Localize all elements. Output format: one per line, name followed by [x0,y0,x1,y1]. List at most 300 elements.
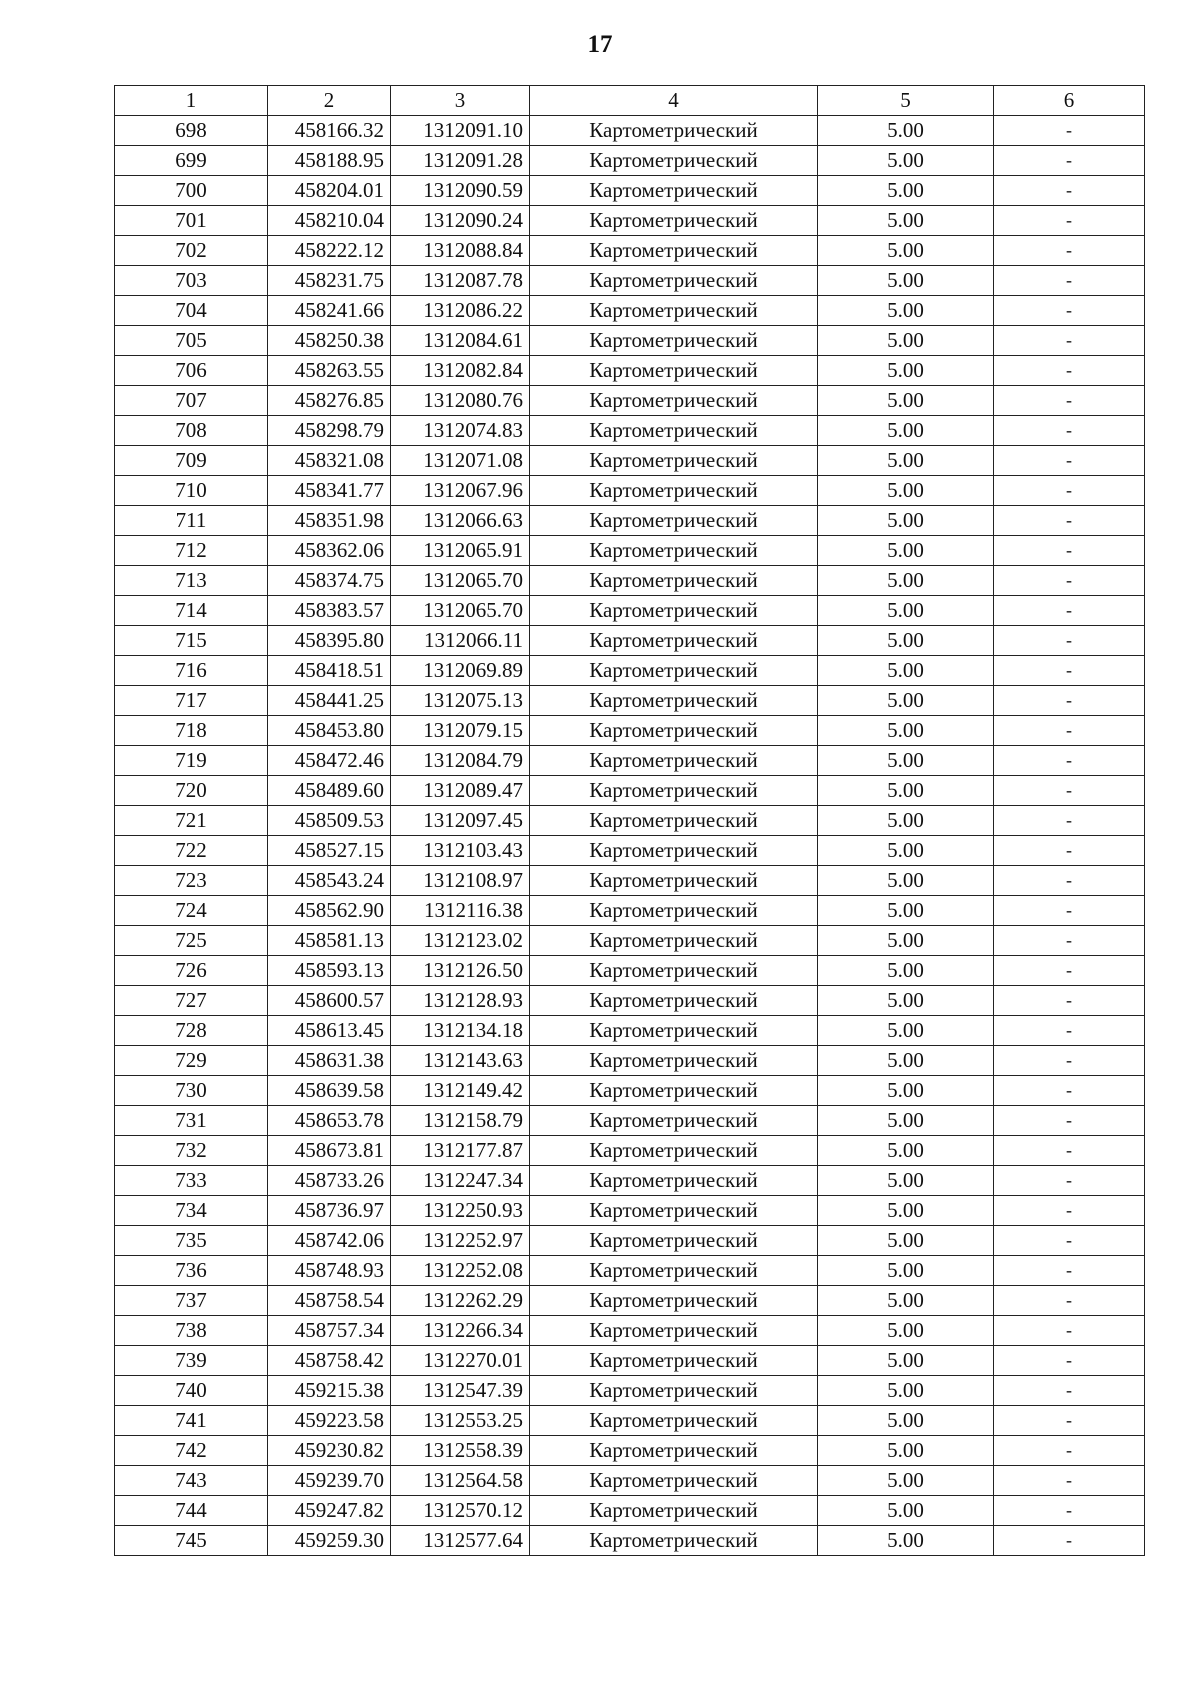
method-cell: Картометрический [530,896,818,926]
table-row [115,806,1145,836]
accuracy-cell: 5.00 [818,866,994,896]
x-coordinate-cell: 458639.58 [268,1076,391,1106]
point-number-cell: 719 [115,746,268,776]
accuracy-cell: 5.00 [818,296,994,326]
description-cell: - [994,386,1145,416]
x-coordinate-cell: 458453.80 [268,716,391,746]
table-row [115,626,1145,656]
page-number: 17 [587,31,613,58]
point-number-cell: 733 [115,1166,268,1196]
y-coordinate-cell: 1312066.63 [391,506,530,536]
table-row [115,1286,1145,1316]
method-cell: Картометрический [530,1376,818,1406]
table-row [115,1226,1145,1256]
accuracy-cell: 5.00 [818,776,994,806]
y-coordinate-cell: 1312084.61 [391,326,530,356]
y-coordinate-cell: 1312080.76 [391,386,530,416]
table-row [115,1106,1145,1136]
y-coordinate-cell: 1312577.64 [391,1526,530,1556]
accuracy-cell: 5.00 [818,1526,994,1556]
point-number-cell: 730 [115,1076,268,1106]
x-coordinate-cell: 459259.30 [268,1526,391,1556]
description-cell: - [994,506,1145,536]
point-number-cell: 741 [115,1406,268,1436]
x-coordinate-cell: 458188.95 [268,146,391,176]
accuracy-cell: 5.00 [818,1256,994,1286]
x-coordinate-cell: 458600.57 [268,986,391,1016]
x-coordinate-cell: 459230.82 [268,1436,391,1466]
point-number-cell: 725 [115,926,268,956]
description-cell: - [994,806,1145,836]
accuracy-cell: 5.00 [818,506,994,536]
y-coordinate-cell: 1312547.39 [391,1376,530,1406]
table-row [115,776,1145,806]
point-number-cell: 728 [115,1016,268,1046]
point-number-cell: 726 [115,956,268,986]
table-row [115,836,1145,866]
x-coordinate-cell: 458736.97 [268,1196,391,1226]
y-coordinate-cell: 1312262.29 [391,1286,530,1316]
point-number-cell: 720 [115,776,268,806]
accuracy-cell: 5.00 [818,746,994,776]
point-number-cell: 737 [115,1286,268,1316]
table-row [115,476,1145,506]
description-cell: - [994,686,1145,716]
table-row [115,1406,1145,1436]
description-cell: - [994,1016,1145,1046]
y-coordinate-cell: 1312247.34 [391,1166,530,1196]
description-cell: - [994,1106,1145,1136]
table-row [115,1346,1145,1376]
column-header: 4 [530,86,818,116]
accuracy-cell: 5.00 [818,1226,994,1256]
x-coordinate-cell: 458231.75 [268,266,391,296]
x-coordinate-cell: 458250.38 [268,326,391,356]
point-number-cell: 698 [115,116,268,146]
y-coordinate-cell: 1312134.18 [391,1016,530,1046]
y-coordinate-cell: 1312091.10 [391,116,530,146]
table-row [115,1496,1145,1526]
y-coordinate-cell: 1312116.38 [391,896,530,926]
method-cell: Картометрический [530,1346,818,1376]
method-cell: Картометрический [530,536,818,566]
y-coordinate-cell: 1312071.08 [391,446,530,476]
method-cell: Картометрический [530,566,818,596]
description-cell: - [994,266,1145,296]
accuracy-cell: 5.00 [818,116,994,146]
accuracy-cell: 5.00 [818,1436,994,1466]
method-cell: Картометрический [530,506,818,536]
y-coordinate-cell: 1312570.12 [391,1496,530,1526]
x-coordinate-cell: 458298.79 [268,416,391,446]
method-cell: Картометрический [530,356,818,386]
table-row [115,1076,1145,1106]
table-row [115,686,1145,716]
point-number-cell: 713 [115,566,268,596]
description-cell: - [994,656,1145,686]
y-coordinate-cell: 1312252.97 [391,1226,530,1256]
x-coordinate-cell: 459239.70 [268,1466,391,1496]
point-number-cell: 731 [115,1106,268,1136]
table-row [115,1466,1145,1496]
accuracy-cell: 5.00 [818,626,994,656]
accuracy-cell: 5.00 [818,386,994,416]
accuracy-cell: 5.00 [818,1286,994,1316]
description-cell: - [994,566,1145,596]
description-cell: - [994,896,1145,926]
x-coordinate-cell: 458631.38 [268,1046,391,1076]
table-row [115,1376,1145,1406]
table-header-row [115,86,1145,116]
x-coordinate-cell: 458222.12 [268,236,391,266]
description-cell: - [994,626,1145,656]
description-cell: - [994,446,1145,476]
description-cell: - [994,1316,1145,1346]
y-coordinate-cell: 1312069.89 [391,656,530,686]
method-cell: Картометрический [530,236,818,266]
point-number-cell: 732 [115,1136,268,1166]
method-cell: Картометрический [530,1046,818,1076]
point-number-cell: 739 [115,1346,268,1376]
coordinates-table [114,85,1145,1556]
table-row [115,266,1145,296]
table-row [115,386,1145,416]
table-row [115,116,1145,146]
y-coordinate-cell: 1312065.91 [391,536,530,566]
y-coordinate-cell: 1312087.78 [391,266,530,296]
y-coordinate-cell: 1312558.39 [391,1436,530,1466]
y-coordinate-cell: 1312123.02 [391,926,530,956]
table-row [115,596,1145,626]
table-row [115,716,1145,746]
x-coordinate-cell: 458613.45 [268,1016,391,1046]
x-coordinate-cell: 458472.46 [268,746,391,776]
method-cell: Картометрический [530,626,818,656]
table-row [115,746,1145,776]
accuracy-cell: 5.00 [818,326,994,356]
table-row [115,896,1145,926]
x-coordinate-cell: 458263.55 [268,356,391,386]
method-cell: Картометрический [530,1466,818,1496]
table-row [115,1016,1145,1046]
description-cell: - [994,1076,1145,1106]
method-cell: Картометрический [530,1166,818,1196]
method-cell: Картометрический [530,776,818,806]
x-coordinate-cell: 458374.75 [268,566,391,596]
point-number-cell: 743 [115,1466,268,1496]
table-row [115,926,1145,956]
method-cell: Картометрический [530,1286,818,1316]
table-row [115,296,1145,326]
accuracy-cell: 5.00 [818,1196,994,1226]
table-row [115,1196,1145,1226]
method-cell: Картометрический [530,206,818,236]
description-cell: - [994,176,1145,206]
point-number-cell: 702 [115,236,268,266]
x-coordinate-cell: 459215.38 [268,1376,391,1406]
description-cell: - [994,1376,1145,1406]
y-coordinate-cell: 1312067.96 [391,476,530,506]
method-cell: Картометрический [530,416,818,446]
table-body [115,116,1145,1556]
accuracy-cell: 5.00 [818,956,994,986]
column-header: 5 [818,86,994,116]
y-coordinate-cell: 1312149.42 [391,1076,530,1106]
table-row [115,416,1145,446]
table-row [115,506,1145,536]
method-cell: Картометрический [530,1316,818,1346]
description-cell: - [994,536,1145,566]
description-cell: - [994,206,1145,236]
x-coordinate-cell: 458321.08 [268,446,391,476]
method-cell: Картометрический [530,146,818,176]
y-coordinate-cell: 1312086.22 [391,296,530,326]
y-coordinate-cell: 1312065.70 [391,596,530,626]
y-coordinate-cell: 1312128.93 [391,986,530,1016]
accuracy-cell: 5.00 [818,266,994,296]
accuracy-cell: 5.00 [818,1076,994,1106]
table-row [115,146,1145,176]
accuracy-cell: 5.00 [818,416,994,446]
point-number-cell: 703 [115,266,268,296]
point-number-cell: 699 [115,146,268,176]
y-coordinate-cell: 1312097.45 [391,806,530,836]
y-coordinate-cell: 1312066.11 [391,626,530,656]
table-row [115,236,1145,266]
point-number-cell: 705 [115,326,268,356]
point-number-cell: 718 [115,716,268,746]
point-number-cell: 714 [115,596,268,626]
method-cell: Картометрический [530,986,818,1016]
accuracy-cell: 5.00 [818,1106,994,1136]
method-cell: Картометрический [530,656,818,686]
point-number-cell: 736 [115,1256,268,1286]
x-coordinate-cell: 458489.60 [268,776,391,806]
accuracy-cell: 5.00 [818,1136,994,1166]
x-coordinate-cell: 458593.13 [268,956,391,986]
accuracy-cell: 5.00 [818,686,994,716]
column-header: 1 [115,86,268,116]
method-cell: Картометрический [530,866,818,896]
x-coordinate-cell: 458276.85 [268,386,391,416]
column-header: 6 [994,86,1145,116]
point-number-cell: 727 [115,986,268,1016]
point-number-cell: 707 [115,386,268,416]
accuracy-cell: 5.00 [818,236,994,266]
y-coordinate-cell: 1312266.34 [391,1316,530,1346]
method-cell: Картометрический [530,1136,818,1166]
description-cell: - [994,1136,1145,1166]
point-number-cell: 716 [115,656,268,686]
description-cell: - [994,716,1145,746]
point-number-cell: 724 [115,896,268,926]
table-row [115,866,1145,896]
point-number-cell: 742 [115,1436,268,1466]
x-coordinate-cell: 458758.42 [268,1346,391,1376]
x-coordinate-cell: 459223.58 [268,1406,391,1436]
accuracy-cell: 5.00 [818,146,994,176]
description-cell: - [994,326,1145,356]
y-coordinate-cell: 1312158.79 [391,1106,530,1136]
x-coordinate-cell: 458351.98 [268,506,391,536]
table-row [115,326,1145,356]
description-cell: - [994,776,1145,806]
description-cell: - [994,1286,1145,1316]
description-cell: - [994,416,1145,446]
x-coordinate-cell: 458733.26 [268,1166,391,1196]
accuracy-cell: 5.00 [818,656,994,686]
method-cell: Картометрический [530,1256,818,1286]
description-cell: - [994,236,1145,266]
method-cell: Картометрический [530,746,818,776]
x-coordinate-cell: 458341.77 [268,476,391,506]
method-cell: Картометрический [530,296,818,326]
description-cell: - [994,146,1145,176]
method-cell: Картометрический [530,1526,818,1556]
method-cell: Картометрический [530,1016,818,1046]
x-coordinate-cell: 458210.04 [268,206,391,236]
description-cell: - [994,1196,1145,1226]
description-cell: - [994,1256,1145,1286]
description-cell: - [994,1346,1145,1376]
description-cell: - [994,986,1145,1016]
accuracy-cell: 5.00 [818,1496,994,1526]
description-cell: - [994,1166,1145,1196]
column-header: 3 [391,86,530,116]
method-cell: Картометрический [530,446,818,476]
accuracy-cell: 5.00 [818,596,994,626]
y-coordinate-cell: 1312084.79 [391,746,530,776]
x-coordinate-cell: 458204.01 [268,176,391,206]
description-cell: - [994,116,1145,146]
x-coordinate-cell: 458757.34 [268,1316,391,1346]
method-cell: Картометрический [530,806,818,836]
accuracy-cell: 5.00 [818,476,994,506]
point-number-cell: 723 [115,866,268,896]
description-cell: - [994,1406,1145,1436]
y-coordinate-cell: 1312143.63 [391,1046,530,1076]
description-cell: - [994,866,1145,896]
x-coordinate-cell: 458441.25 [268,686,391,716]
y-coordinate-cell: 1312564.58 [391,1466,530,1496]
method-cell: Картометрический [530,1196,818,1226]
method-cell: Картометрический [530,386,818,416]
accuracy-cell: 5.00 [818,1046,994,1076]
method-cell: Картометрический [530,956,818,986]
y-coordinate-cell: 1312091.28 [391,146,530,176]
description-cell: - [994,1436,1145,1466]
description-cell: - [994,1496,1145,1526]
method-cell: Картометрический [530,326,818,356]
point-number-cell: 740 [115,1376,268,1406]
x-coordinate-cell: 458758.54 [268,1286,391,1316]
table-row [115,1526,1145,1556]
y-coordinate-cell: 1312075.13 [391,686,530,716]
point-number-cell: 711 [115,506,268,536]
method-cell: Картометрический [530,266,818,296]
x-coordinate-cell: 458543.24 [268,866,391,896]
x-coordinate-cell: 458653.78 [268,1106,391,1136]
y-coordinate-cell: 1312074.83 [391,416,530,446]
y-coordinate-cell: 1312252.08 [391,1256,530,1286]
y-coordinate-cell: 1312090.24 [391,206,530,236]
point-number-cell: 729 [115,1046,268,1076]
table-row [115,176,1145,206]
method-cell: Картометрический [530,1226,818,1256]
table-row [115,956,1145,986]
description-cell: - [994,956,1145,986]
table-row [115,1046,1145,1076]
x-coordinate-cell: 458673.81 [268,1136,391,1166]
table-row [115,1136,1145,1166]
y-coordinate-cell: 1312089.47 [391,776,530,806]
method-cell: Картометрический [530,1496,818,1526]
x-coordinate-cell: 458509.53 [268,806,391,836]
point-number-cell: 717 [115,686,268,716]
accuracy-cell: 5.00 [818,926,994,956]
y-coordinate-cell: 1312250.93 [391,1196,530,1226]
y-coordinate-cell: 1312270.01 [391,1346,530,1376]
x-coordinate-cell: 458166.32 [268,116,391,146]
y-coordinate-cell: 1312103.43 [391,836,530,866]
point-number-cell: 745 [115,1526,268,1556]
method-cell: Картометрический [530,596,818,626]
point-number-cell: 735 [115,1226,268,1256]
point-number-cell: 701 [115,206,268,236]
description-cell: - [994,596,1145,626]
y-coordinate-cell: 1312088.84 [391,236,530,266]
y-coordinate-cell: 1312108.97 [391,866,530,896]
x-coordinate-cell: 458581.13 [268,926,391,956]
x-coordinate-cell: 458241.66 [268,296,391,326]
accuracy-cell: 5.00 [818,1346,994,1376]
y-coordinate-cell: 1312126.50 [391,956,530,986]
method-cell: Картометрический [530,1076,818,1106]
point-number-cell: 712 [115,536,268,566]
x-coordinate-cell: 458395.80 [268,626,391,656]
column-header: 2 [268,86,391,116]
accuracy-cell: 5.00 [818,356,994,386]
x-coordinate-cell: 458562.90 [268,896,391,926]
accuracy-cell: 5.00 [818,1466,994,1496]
method-cell: Картометрический [530,116,818,146]
accuracy-cell: 5.00 [818,1406,994,1436]
description-cell: - [994,1046,1145,1076]
description-cell: - [994,1526,1145,1556]
accuracy-cell: 5.00 [818,176,994,206]
description-cell: - [994,296,1145,326]
table-row [115,986,1145,1016]
table-row [115,536,1145,566]
method-cell: Картометрический [530,1106,818,1136]
y-coordinate-cell: 1312553.25 [391,1406,530,1436]
accuracy-cell: 5.00 [818,1166,994,1196]
method-cell: Картометрический [530,1406,818,1436]
table-row [115,206,1145,236]
point-number-cell: 708 [115,416,268,446]
accuracy-cell: 5.00 [818,1016,994,1046]
method-cell: Картометрический [530,836,818,866]
y-coordinate-cell: 1312090.59 [391,176,530,206]
description-cell: - [994,1226,1145,1256]
x-coordinate-cell: 458527.15 [268,836,391,866]
description-cell: - [994,356,1145,386]
accuracy-cell: 5.00 [818,446,994,476]
description-cell: - [994,926,1145,956]
point-number-cell: 722 [115,836,268,866]
accuracy-cell: 5.00 [818,716,994,746]
accuracy-cell: 5.00 [818,836,994,866]
